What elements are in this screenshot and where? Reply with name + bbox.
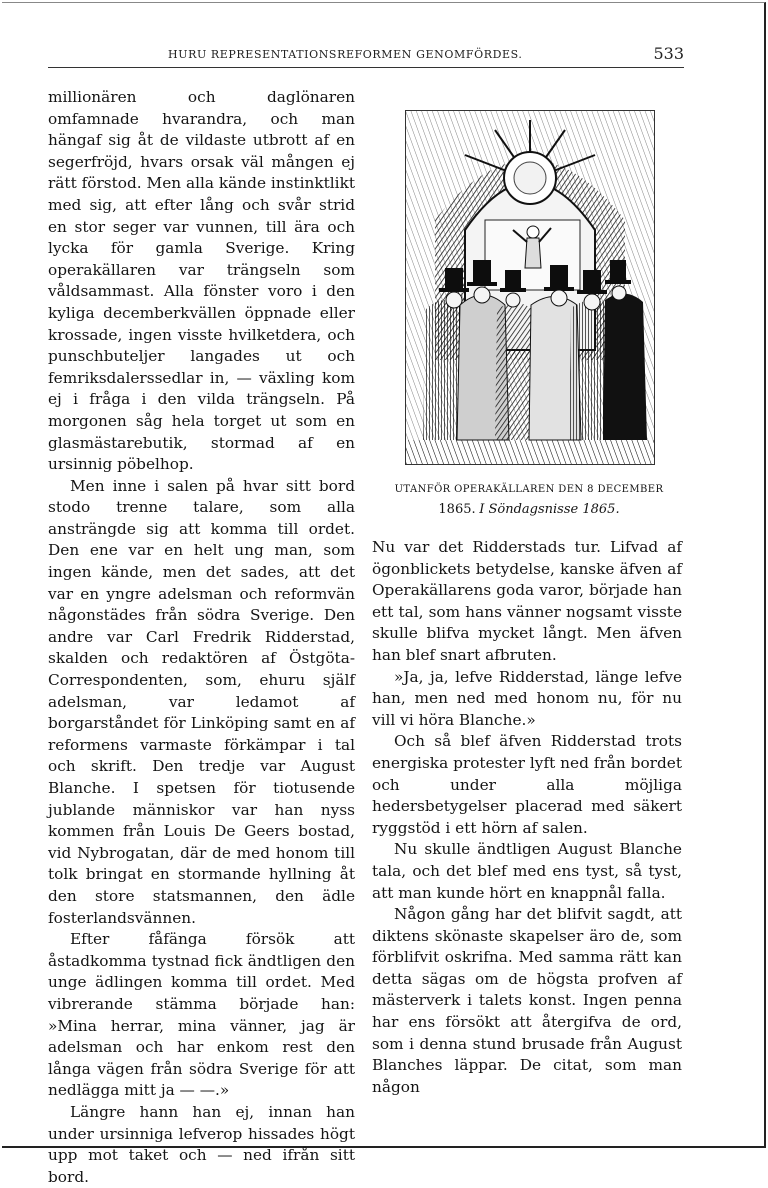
- page-number: 533: [653, 44, 684, 63]
- caption-credit: [374, 500, 684, 521]
- paragraph: Nu skulle ändtligen August Blanche tala, och det blef med ens tyst, så tyst, att man kunde hört en knappnål falla.: [372, 840, 682, 902]
- paragraph: Efter fåfänga försök att åstadkomma tystnad fick ändtligen den unge ädlingen komma till ordet. Med vibrerande stämma började han: »Mina herrar, mina vänner, jag är adelsman och har enkom rest den långa vägen från södra Sverige för att nedlägga mitt ja — —.»: [48, 930, 355, 1100]
- left-column: [48, 87, 355, 1188]
- figure-caption: [374, 480, 684, 521]
- paragraph: Nu var det Ridderstads tur. Lifvad af ögonblickets betydelse, kanske äfven af Operakällarens goda varor, började han ett tal, som hans vänner nogsamt visste skulle blifva mycket långt. Men äfven han blef snart afbruten.: [372, 538, 682, 664]
- paragraph: Längre hann han ej, innan han under ursinniga lefverop hissades högt upp mot taket och — ned ifrån sitt bord.: [48, 1102, 355, 1186]
- right-column: [372, 537, 682, 1098]
- engraving-illustration: [405, 110, 655, 465]
- page-header: [48, 44, 684, 68]
- caption-title: UTANFÖR OPERAKÄLLAREN DEN 8 DECEMBER: [394, 484, 664, 495]
- caption-year: 1865.: [438, 502, 476, 517]
- paragraph: Och så blef äfven Ridderstad trots energiska protester lyft ned från bordet och under alla möjliga hedersbetygelser placerad med säkert ryggstöd i ett hörn af salen.: [372, 732, 682, 837]
- paragraph: Någon gång har det blifvit sagdt, att diktens skönaste skapelser äro de, som förblifvit oskrifna. Med samma rätt kan detta sägas om de högsta profven af mästerverk i talets konst. Ingen penna har ens försökt att återgifva de ord, som i denna stund brusade från August Blanches läppar. De citat, som man någon: [372, 905, 682, 1096]
- paragraph: millionären och daglönaren omfamnade hvarandra, och man hängaf sig åt de vildaste utbrott af en segerfröjd, hvars orsak väl mången ej rätt förstod. Men alla kände instinktlikt med sig, att efter lång och svår strid en stor seger var vunnen, till ära och lycka för gamla Sverige. Kring operakällaren var trängseln som våldsammast. Alla fönster voro i den kyliga decemberkvällen öppnade eller krossade, ingen visste hvilketdera, och punschbuteljer langades ut och femriksdalerssedlar in, — växling kom ej i fråga i den vilda trängseln. På morgonen såg hela torget ut som en glasmästarebutik, stormad af en ursinnig pöbelhop.: [48, 88, 355, 474]
- header-rule: [48, 67, 684, 68]
- caption-source: I Söndagsnisse 1865.: [479, 502, 620, 517]
- paragraph: Men inne i salen på hvar sitt bord stodo trenne talare, som alla ansträngde sig att komma till ordet. Den ene var en helt ung man, som ingen kände, men det sades, att det var en yngre adelsman och reformvän någonstädes från södra Sverige. Den andre var Carl Fredrik Ridderstad, skalden och redaktören af Östgöta-Correspondenten, som, ehuru själf adelsman, var ledamot af borgarståndet för Linköping samt en af reformens varmaste förkämpar i tal och skrift. Den tredje var August Blanche. I spetsen för tiotusende jublande människor var han nyss kommen från Louis De Geers bostad, vid Nybrogatan, där de med honom till tolk bringat en stormande hyllning åt den store statsmannen, den ädle fosterlandsvännen.: [48, 476, 355, 927]
- running-title: HURU REPRESENTATIONSREFORMEN GENOMFÖRDES.: [168, 48, 523, 61]
- paragraph: »Ja, ja, lefve Ridderstad, länge lefve han, men ned med honom nu, för nu vill vi höra Blanche.»: [372, 667, 682, 729]
